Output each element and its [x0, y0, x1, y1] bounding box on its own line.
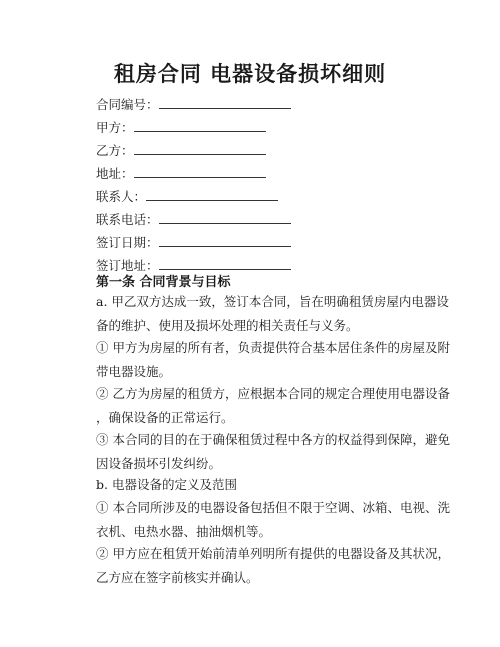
- field-contact-person: [96, 187, 278, 205]
- para-line: 备的维护、使用及损坏处理的相关责任与义务。: [96, 317, 359, 333]
- paragraph-b: [96, 473, 432, 497]
- para-line: 带电器设施。: [96, 363, 172, 379]
- field-label: 签订日期：: [96, 235, 159, 250]
- para-line: ② 乙方为房屋的租赁方，应根据本合同的规定合理使用电器设备: [96, 386, 450, 401]
- field-signing-date: [96, 233, 291, 251]
- field-label: 甲方：: [96, 120, 134, 135]
- blank-line: [134, 166, 266, 178]
- para-line: ② 甲方应在租赁开始前清单列明所有提供的电器设备及其状况，: [96, 546, 450, 561]
- para-line: 衣机、电热水器、抽油烟机等。: [96, 523, 272, 539]
- field-contact-phone: [96, 210, 291, 228]
- blank-line: [159, 97, 291, 109]
- para-line: 乙方应在签字前核实并确认。: [96, 569, 259, 585]
- field-label: 乙方：: [96, 143, 134, 158]
- blank-line: [146, 189, 278, 201]
- para-line: ① 本合同所涉及的电器设备包括但不限于空调、冰箱、电视、洗: [96, 500, 450, 515]
- blank-line: [134, 143, 266, 155]
- para-line: ③ 本合同的目的在于确保租赁过程中各方的权益得到保障，避免: [96, 432, 450, 447]
- paragraph-a: [96, 290, 449, 337]
- paragraph-b-2: [96, 542, 450, 589]
- blank-line: [134, 120, 266, 132]
- field-address: [96, 164, 266, 182]
- paragraph-a-2: [96, 382, 450, 429]
- field-party-b: [96, 141, 266, 159]
- paragraph-a-1: [96, 336, 450, 383]
- para-line: ，确保设备的正常运行。: [96, 409, 234, 425]
- paragraph-a-3: [96, 428, 450, 475]
- para-line: ① 甲方为房屋的所有者，负责提供符合基本居住条件的房屋及附: [96, 340, 450, 355]
- para-line: 因设备损坏引发纠纷。: [96, 455, 222, 471]
- field-label: 签订地址：: [96, 258, 159, 273]
- para-line: a. 甲乙双方达成一致，签订本合同，旨在明确租赁房屋内电器设: [96, 294, 449, 309]
- field-label: 合同编号：: [96, 97, 159, 112]
- field-label: 地址：: [96, 166, 134, 181]
- blank-line: [159, 212, 291, 224]
- field-contract-number: [96, 95, 291, 113]
- document-title: 租房合同 电器设备损坏细则: [113, 61, 387, 86]
- section-heading: 第一条 合同背景与目标: [96, 275, 231, 290]
- blank-line: [159, 235, 291, 247]
- paragraph-b-1: [96, 496, 450, 543]
- para-line: b. 电器设备的定义及范围: [96, 477, 237, 492]
- blank-line: [159, 258, 291, 270]
- field-label: 联系电话：: [96, 212, 159, 227]
- field-party-a: [96, 118, 266, 136]
- field-label: 联系人：: [96, 189, 147, 204]
